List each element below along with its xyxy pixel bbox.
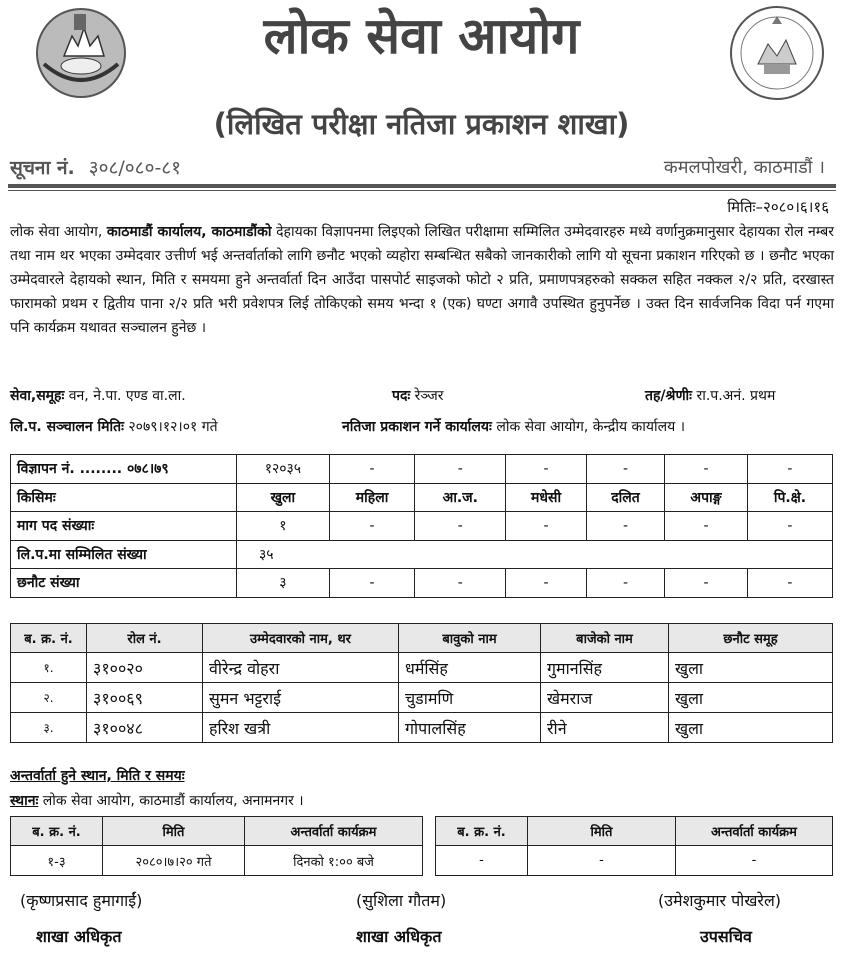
father-name: गोपालसिंह [399, 713, 541, 743]
table-row [11, 713, 833, 743]
divider [8, 190, 836, 191]
table-header-row [11, 817, 423, 846]
table-cell: - [747, 455, 832, 484]
post-label: पदः [392, 388, 411, 404]
table-row [11, 483, 833, 512]
table-cell: - [436, 846, 528, 876]
table-cell: - [528, 846, 676, 876]
candidate-name: हरिश खत्री [203, 713, 399, 743]
appeared-label: लि.प.मा सम्मिलित संख्या [11, 540, 237, 569]
table-header: आ.ज. [415, 483, 506, 512]
level-label: तह/श्रेणीः [645, 388, 693, 404]
table-header: अन्तर्वार्ता कार्यक्रम [245, 817, 423, 846]
result-office-value: लोक सेवा आयोग, केन्द्रीय कार्यालय । [496, 419, 686, 435]
table-header: मिति [528, 817, 676, 846]
table-cell: - [506, 512, 587, 541]
candidate-table [10, 623, 833, 743]
vacancy-table [10, 454, 833, 598]
selection-group: खुला [669, 683, 833, 713]
table-cell: - [506, 569, 587, 598]
table-cell: - [665, 512, 748, 541]
selection-group: खुला [669, 653, 833, 683]
table-cell: - [747, 512, 832, 541]
grandfather-name: खेमराज [541, 683, 669, 713]
exam-date-info [10, 417, 218, 436]
body-office: काठमाडौं कार्यालय, काठमाडौंको [106, 224, 272, 240]
table-header: छनौट समूह [669, 624, 833, 653]
signatory-name: (कृष्णप्रसाद हुमागाईं) [20, 891, 143, 910]
table-header: खुला [237, 483, 330, 512]
serial-number: २. [11, 683, 87, 713]
interview-time: दिनको १:०० बजे [245, 846, 423, 876]
candidate-name: सुमन भट्टराई [203, 683, 399, 713]
org-title: लोक सेवा आयोग [263, 7, 580, 65]
father-name: चुडामणि [399, 683, 541, 713]
table-row [11, 683, 833, 713]
table-cell: १२०३५ [237, 455, 330, 484]
post-info [392, 386, 444, 405]
roll-number: ३१००६९ [87, 683, 203, 713]
table-cell: - [329, 455, 415, 484]
interview-location [10, 791, 304, 810]
body-text: लोक सेवा आयोग, [10, 224, 107, 240]
table-cell: - [415, 569, 506, 598]
service-info [10, 386, 186, 405]
demand-label: माग पद संख्याः [11, 512, 237, 541]
table-header: अपाङ्ग [665, 483, 748, 512]
table-row [11, 512, 833, 541]
divider [8, 184, 836, 188]
post-value: रेञ्जर [414, 388, 444, 404]
interview-date: २०८०।७।२० गते [103, 846, 245, 876]
notice-date: मितिः–२०८०।६।१६ [727, 198, 829, 216]
notice-label: सूचना नं. [10, 157, 75, 179]
type-label: किसिमः [11, 483, 237, 512]
table-row [11, 846, 423, 876]
service-value: वन, ने.पा. एण्ड वा.ला. [68, 388, 186, 404]
exam-date-value: २०७९।१२।०१ गते [128, 419, 218, 435]
table-row [11, 455, 833, 484]
table-cell: - [329, 512, 415, 541]
signatory-title: शाखा अधिकृत [356, 927, 442, 946]
ad-label: विज्ञापन नं. ........ ०७८।७९ [11, 455, 237, 484]
interview-schedule-left [10, 816, 423, 876]
appeared-count: ३५ [237, 540, 833, 569]
table-header: अन्तर्वार्ता कार्यक्रम [676, 817, 833, 846]
table-header: बाजेको नाम [541, 624, 669, 653]
table-row [11, 540, 833, 569]
service-label: सेवा,समूहः [10, 388, 65, 404]
office-place: कमलपोखरी, काठमाडौं । [663, 157, 825, 178]
table-header: बावुको नाम [399, 624, 541, 653]
candidate-name: वीरेन्द्र वोहरा [203, 653, 399, 683]
table-cell: - [676, 846, 833, 876]
table-header: मधेसी [506, 483, 587, 512]
table-header: मिति [103, 817, 245, 846]
table-cell: - [415, 512, 506, 541]
table-cell: - [506, 455, 587, 484]
serial-number: ३. [11, 713, 87, 743]
table-row [436, 846, 833, 876]
location-value: लोक सेवा आयोग, काठमाडौं कार्यालय, अनामनगर । [38, 793, 304, 809]
roll-number: ३१००२० [87, 653, 203, 683]
branch-title: (लिखित परीक्षा नतिजा प्रकाशन शाखा) [213, 107, 630, 141]
serial-range: १-३ [11, 846, 103, 876]
table-header: उम्मेदवारको नाम, थर [203, 624, 399, 653]
father-name: धर्मसिंह [399, 653, 541, 683]
grandfather-name: रीने [541, 713, 669, 743]
table-header: ब. क्र. नं. [11, 817, 103, 846]
level-info [645, 386, 775, 405]
table-header: दलित [587, 483, 665, 512]
signatory-title: उपसचिव [700, 927, 752, 946]
result-office-info [342, 417, 685, 436]
signatory-name: (सुशिला गौतम) [356, 891, 447, 910]
table-header: महिला [329, 483, 415, 512]
serial-number: १. [11, 653, 87, 683]
signatory-name: (उमेशकुमार पोखरेल) [658, 891, 782, 910]
table-row [11, 569, 833, 598]
table-header: पि.क्षे. [747, 483, 832, 512]
table-cell: - [665, 455, 748, 484]
table-cell: १ [237, 512, 330, 541]
notice-value: ३०८/०८०-८१ [88, 157, 182, 179]
table-cell: - [329, 569, 415, 598]
table-cell: - [747, 569, 832, 598]
table-cell: - [415, 455, 506, 484]
result-office-label: नतिजा प्रकाशन गर्ने कार्यालयः [342, 419, 492, 435]
table-header-row [11, 624, 833, 653]
table-header-row [436, 817, 833, 846]
table-header: ब. क्र. नं. [11, 624, 87, 653]
selection-group: खुला [669, 713, 833, 743]
table-cell: - [587, 455, 665, 484]
selected-label: छनौट संख्या [11, 569, 237, 598]
roll-number: ३१००४८ [87, 713, 203, 743]
table-cell: ३ [237, 569, 330, 598]
table-header: ब. क्र. नं. [436, 817, 528, 846]
grandfather-name: गुमानसिंह [541, 653, 669, 683]
level-value: रा.प.अनं. प्रथम [696, 388, 776, 404]
table-cell: - [665, 569, 748, 598]
interview-schedule-right [435, 816, 833, 876]
table-cell: - [587, 512, 665, 541]
table-header: रोल नं. [87, 624, 203, 653]
location-label: स्थानः [10, 793, 39, 809]
notice-body [10, 220, 834, 340]
interview-heading: अन्तर्वार्ता हुने स्थान, मिति र समयः [10, 768, 185, 784]
table-cell: - [587, 569, 665, 598]
table-row [11, 653, 833, 683]
body-text: देहायका विज्ञापनमा लिइएको लिखित परीक्षामा सम्मिलित उम्मेदवारहरु मध्ये वर्णानुक्रमानुसार देहायका रोल नम्बर तथा नाम थर भएका उम्मेदवार उत्तीर्ण भई अन्तर्वार्ताको लागि छनौट भएको व्यहोरा सम्बन्धित सबैको जानकारीको लागि यो सूचना प्रकाशन गरिएको छ । छनौट भएका उम्मेदवारले देहायको स्थान, मिति र समयमा हुने अन्तर्वार्ता दिन आउँदा पासपोर्ट साइजको फोटो २ प्रति, प्रमाणपत्रहरुको सक्कल सहित नक्कल २/२ प्रति, दरखास्त फारामको प्रथम र द्वितीय पाना २/२ प्रति भरी प्रवेशपत्र लिई तोकिएको समय भन्दा १ (एक) घण्टा अगावै उपस्थित हुनुपर्नेछ । उक्त दिन सार्वजनिक विदा पर्न गएमा पनि कार्यक्रम यथावत सञ्चालन हुनेछ । [10, 224, 835, 336]
exam-date-label: लि.प. सञ्चालन मितिः [10, 419, 124, 435]
signatory-title: शाखा अधिकृत [36, 927, 122, 946]
notice-number [10, 154, 181, 180]
